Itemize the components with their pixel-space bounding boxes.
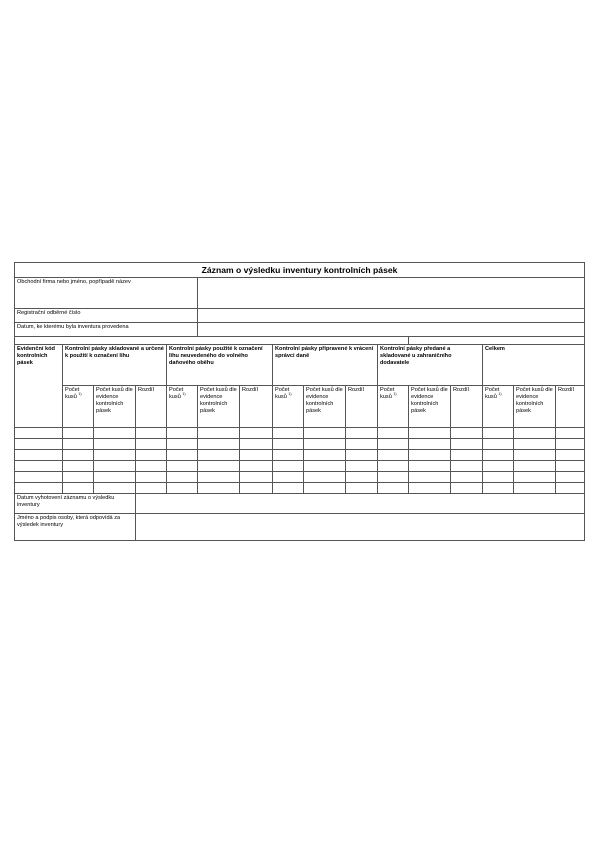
table-cell[interactable] <box>136 428 167 439</box>
subheader-records: Počet kusů dle evidence kontrolních pásek <box>198 386 240 428</box>
table-cell[interactable] <box>198 428 240 439</box>
registration-number-label: Registrační odběrné číslo <box>15 309 198 323</box>
subheader-count: Počet kusů $^{1)}$ <box>63 386 94 428</box>
table-cell[interactable] <box>556 483 585 494</box>
table-cell[interactable] <box>63 428 94 439</box>
table-cell[interactable] <box>514 439 556 450</box>
table-cell[interactable] <box>409 483 451 494</box>
table-row <box>15 450 585 461</box>
table-cell[interactable] <box>63 439 94 450</box>
table-cell[interactable] <box>304 483 346 494</box>
table-cell[interactable] <box>198 439 240 450</box>
table-cell[interactable] <box>94 472 136 483</box>
table-cell[interactable] <box>15 450 63 461</box>
table-cell[interactable] <box>273 472 304 483</box>
table-cell[interactable] <box>514 461 556 472</box>
code-header: Evidenční kód kontrolních pásek <box>15 345 63 428</box>
subheader-count: Počet kusů $^{1)}$ <box>483 386 514 428</box>
table-cell[interactable] <box>198 461 240 472</box>
table-cell[interactable] <box>167 450 198 461</box>
table-cell[interactable] <box>94 450 136 461</box>
subheader-count: Počet kusů $^{1)}$ <box>378 386 409 428</box>
table-cell[interactable] <box>136 450 167 461</box>
business-name-field[interactable] <box>198 278 585 309</box>
table-cell[interactable] <box>483 450 514 461</box>
inventory-date-field[interactable] <box>198 323 585 337</box>
table-cell[interactable] <box>556 428 585 439</box>
group-header-total: Celkem <box>483 345 585 386</box>
signature-field[interactable] <box>136 514 585 541</box>
table-cell[interactable] <box>483 461 514 472</box>
table-cell[interactable] <box>136 472 167 483</box>
table-cell[interactable] <box>136 461 167 472</box>
table-cell[interactable] <box>94 483 136 494</box>
table-cell[interactable] <box>409 439 451 450</box>
table-cell[interactable] <box>240 439 273 450</box>
table-cell[interactable] <box>15 472 63 483</box>
table-cell[interactable] <box>167 472 198 483</box>
table-cell[interactable] <box>451 428 483 439</box>
table-cell[interactable] <box>304 439 346 450</box>
table-cell[interactable] <box>136 483 167 494</box>
spacer-cell <box>15 337 409 345</box>
table-cell[interactable] <box>63 483 94 494</box>
subheader-diff: Rozdíl <box>240 386 273 428</box>
table-cell[interactable] <box>451 439 483 450</box>
subheader-records: Počet kusů dle evidence kontrolních pásek <box>94 386 136 428</box>
table-cell[interactable] <box>514 450 556 461</box>
record-date-label: Datum vyhotovení záznamu o výsledku inventury <box>15 494 136 514</box>
table-cell[interactable] <box>378 483 409 494</box>
subheader-diff: Rozdíl <box>346 386 378 428</box>
inventory-date-label: Datum, ke kterému byla inventura provedena <box>15 323 198 337</box>
table-cell[interactable] <box>483 472 514 483</box>
inventory-table <box>14 262 585 541</box>
table-cell[interactable] <box>378 472 409 483</box>
table-cell[interactable] <box>63 450 94 461</box>
table-cell[interactable] <box>15 439 63 450</box>
table-cell[interactable] <box>346 439 378 450</box>
table-cell[interactable] <box>94 439 136 450</box>
table-cell[interactable] <box>346 428 378 439</box>
subheader-diff: Rozdíl <box>556 386 585 428</box>
table-cell[interactable] <box>304 472 346 483</box>
table-cell[interactable] <box>198 483 240 494</box>
table-cell[interactable] <box>409 461 451 472</box>
group-header-foreign: Kontrolní pásky předané a skladované u zahraničního dodavatele <box>378 345 483 386</box>
table-cell[interactable] <box>451 461 483 472</box>
table-row <box>15 483 585 494</box>
signature-label: Jméno a podpis osoby, která odpovídá za výsledek inventury <box>15 514 136 541</box>
group-header-stored: Kontrolní pásky skladované a určené k použití k označení lihu <box>63 345 167 386</box>
table-cell[interactable] <box>409 450 451 461</box>
table-row <box>15 439 585 450</box>
subheader-records: Počet kusů dle evidence kontrolních pásek <box>304 386 346 428</box>
table-cell[interactable] <box>167 439 198 450</box>
table-cell[interactable] <box>378 428 409 439</box>
table-cell[interactable] <box>167 461 198 472</box>
spacer-cell <box>409 337 585 345</box>
table-cell[interactable] <box>273 428 304 439</box>
table-row <box>15 428 585 439</box>
group-header-returned: Kontrolní pásky připravené k vrácení správci daně <box>273 345 378 386</box>
table-cell[interactable] <box>514 472 556 483</box>
group-header-used: Kontrolní pásky použité k označení lihu neuvedeného do volného daňového oběhu <box>167 345 273 386</box>
business-name-label: Obchodní firma nebo jméno, popřípadě název <box>15 278 198 309</box>
table-cell[interactable] <box>556 461 585 472</box>
table-cell[interactable] <box>483 428 514 439</box>
record-date-field[interactable] <box>136 494 585 514</box>
table-cell[interactable] <box>304 428 346 439</box>
subheader-records: Počet kusů dle evidence kontrolních pásek <box>409 386 451 428</box>
table-cell[interactable] <box>409 428 451 439</box>
table-cell[interactable] <box>556 472 585 483</box>
table-cell[interactable] <box>240 472 273 483</box>
table-cell[interactable] <box>409 472 451 483</box>
table-cell[interactable] <box>240 428 273 439</box>
table-cell[interactable] <box>15 483 63 494</box>
table-cell[interactable] <box>451 450 483 461</box>
table-cell[interactable] <box>346 461 378 472</box>
registration-number-field[interactable] <box>198 309 585 323</box>
table-cell[interactable] <box>378 450 409 461</box>
table-cell[interactable] <box>378 439 409 450</box>
table-row <box>15 461 585 472</box>
table-cell[interactable] <box>378 461 409 472</box>
table-cell[interactable] <box>483 439 514 450</box>
table-cell[interactable] <box>94 428 136 439</box>
table-cell[interactable] <box>94 461 136 472</box>
table-cell[interactable] <box>15 461 63 472</box>
table-cell[interactable] <box>167 428 198 439</box>
table-cell[interactable] <box>63 472 94 483</box>
table-cell[interactable] <box>514 428 556 439</box>
table-cell[interactable] <box>273 461 304 472</box>
table-cell[interactable] <box>63 461 94 472</box>
table-cell[interactable] <box>198 450 240 461</box>
table-row <box>15 472 585 483</box>
subheader-count: Počet kusů $^{1)}$ <box>167 386 198 428</box>
table-cell[interactable] <box>346 483 378 494</box>
table-cell[interactable] <box>167 483 198 494</box>
table-cell[interactable] <box>556 439 585 450</box>
table-cell[interactable] <box>514 483 556 494</box>
subheader-count: Počet kusů $^{1)}$ <box>273 386 304 428</box>
form-title: Záznam o výsledku inventury kontrolních pásek <box>15 263 585 278</box>
table-cell[interactable] <box>240 483 273 494</box>
table-cell[interactable] <box>273 450 304 461</box>
subheader-records: Počet kusů dle evidence kontrolních pásek <box>514 386 556 428</box>
table-cell[interactable] <box>346 472 378 483</box>
table-cell[interactable] <box>240 450 273 461</box>
table-cell[interactable] <box>273 483 304 494</box>
table-cell[interactable] <box>483 483 514 494</box>
table-cell[interactable] <box>556 450 585 461</box>
table-cell[interactable] <box>451 483 483 494</box>
inventory-form <box>14 262 584 541</box>
table-cell[interactable] <box>346 450 378 461</box>
table-cell[interactable] <box>451 472 483 483</box>
table-cell[interactable] <box>15 428 63 439</box>
subheader-diff: Rozdíl <box>451 386 483 428</box>
table-cell[interactable] <box>304 450 346 461</box>
table-cell[interactable] <box>136 439 167 450</box>
table-cell[interactable] <box>273 439 304 450</box>
table-cell[interactable] <box>240 461 273 472</box>
subheader-diff: Rozdíl <box>136 386 167 428</box>
table-cell[interactable] <box>198 472 240 483</box>
table-cell[interactable] <box>304 461 346 472</box>
